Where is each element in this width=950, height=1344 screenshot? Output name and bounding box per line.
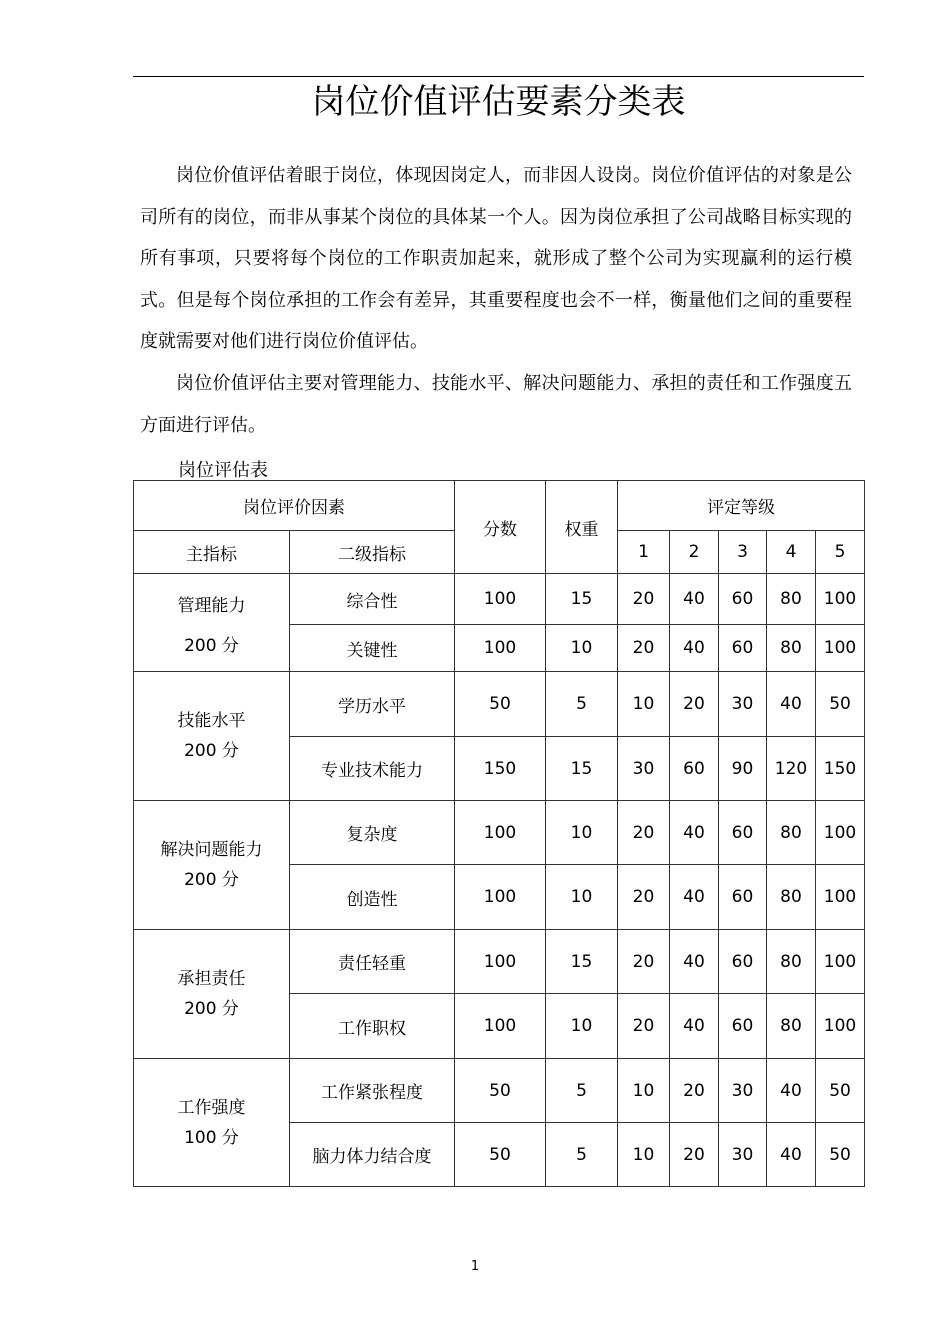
main-indicator-cell bbox=[134, 672, 290, 801]
level-cell: 40 bbox=[670, 865, 719, 930]
level-cell: 100 bbox=[816, 865, 865, 930]
header-level-2: 2 bbox=[670, 531, 719, 574]
level-cell: 10 bbox=[618, 1059, 670, 1123]
main-indicator-points: 200 分 bbox=[184, 870, 239, 890]
level-cell: 50 bbox=[816, 1059, 865, 1123]
main-indicator-points: 200 分 bbox=[184, 999, 239, 1019]
level-cell: 60 bbox=[719, 930, 767, 994]
header-level-4: 4 bbox=[767, 531, 816, 574]
level-cell: 20 bbox=[618, 574, 670, 625]
level-cell: 120 bbox=[767, 737, 816, 801]
main-indicator-name: 解决问题能力 bbox=[160, 840, 263, 860]
header-rating: 评定等级 bbox=[618, 481, 865, 531]
level-cell: 40 bbox=[670, 625, 719, 672]
page-number: 1 bbox=[470, 1259, 480, 1274]
weight-cell: 10 bbox=[546, 801, 618, 865]
weight-cell: 5 bbox=[546, 1059, 618, 1123]
level-cell: 20 bbox=[670, 672, 719, 737]
score-cell: 50 bbox=[455, 1059, 546, 1123]
header-score: 分数 bbox=[455, 481, 546, 574]
sub-indicator: 脑力体力结合度 bbox=[290, 1123, 455, 1187]
main-indicator-cell bbox=[134, 1059, 290, 1187]
header-level-1: 1 bbox=[618, 531, 670, 574]
sub-indicator: 工作职权 bbox=[290, 994, 455, 1059]
level-cell: 60 bbox=[719, 801, 767, 865]
weight-cell: 10 bbox=[546, 865, 618, 930]
level-cell: 10 bbox=[618, 672, 670, 737]
score-cell: 150 bbox=[455, 737, 546, 801]
weight-cell: 15 bbox=[546, 737, 618, 801]
score-cell: 100 bbox=[455, 994, 546, 1059]
level-cell: 60 bbox=[719, 865, 767, 930]
level-cell: 60 bbox=[719, 574, 767, 625]
main-indicator-name: 工作强度 bbox=[177, 1097, 246, 1118]
score-cell: 100 bbox=[455, 574, 546, 625]
level-cell: 40 bbox=[670, 930, 719, 994]
level-cell: 40 bbox=[767, 672, 816, 737]
header-level-5: 5 bbox=[816, 531, 865, 574]
score-cell: 100 bbox=[455, 930, 546, 994]
level-cell: 30 bbox=[618, 737, 670, 801]
main-indicator-cell bbox=[134, 574, 290, 672]
scope-paragraph: 岗位价值评估主要对管理能力、技能水平、解决问题能力、承担的责任和工作强度五方面进行评估。 bbox=[140, 373, 852, 436]
main-indicator-cell bbox=[134, 930, 290, 1059]
level-cell: 80 bbox=[767, 574, 816, 625]
level-cell: 100 bbox=[816, 574, 865, 625]
level-cell: 90 bbox=[719, 737, 767, 801]
main-indicator-cell bbox=[134, 801, 290, 930]
table-caption: 岗位评估表 bbox=[178, 460, 268, 481]
level-cell: 30 bbox=[719, 1123, 767, 1187]
level-cell: 100 bbox=[816, 994, 865, 1059]
level-cell: 20 bbox=[618, 994, 670, 1059]
header-main-indicator: 主指标 bbox=[134, 531, 290, 574]
level-cell: 20 bbox=[670, 1059, 719, 1123]
level-cell: 100 bbox=[816, 930, 865, 994]
weight-cell: 15 bbox=[546, 930, 618, 994]
level-cell: 20 bbox=[618, 801, 670, 865]
evaluation-table bbox=[133, 480, 865, 1187]
level-cell: 40 bbox=[670, 994, 719, 1059]
top-rule bbox=[133, 76, 864, 77]
main-indicator-name: 技能水平 bbox=[177, 711, 246, 731]
weight-cell: 15 bbox=[546, 574, 618, 625]
intro-paragraph: 岗位价值评估着眼于岗位，体现因岗定人，而非因人设岗。岗位价值评估的对象是公司所有的岗位，而非从事某个岗位的具体某一个人。因为岗位承担了公司战略目标实现的所有事项，只要将每个岗位的工作职责加起来，就形成了整个公司为实现赢利的运行模式。但是每个岗位承担的工作会有差异，其重要程度也会不一样，衡量他们之间的重要程度就需要对他们进行岗位价值评估。 bbox=[140, 165, 852, 352]
level-cell: 40 bbox=[767, 1059, 816, 1123]
level-cell: 60 bbox=[719, 994, 767, 1059]
main-indicator-points: 200 分 bbox=[184, 636, 239, 656]
level-cell: 30 bbox=[719, 1059, 767, 1123]
sub-indicator: 工作紧张程度 bbox=[290, 1059, 455, 1123]
weight-cell: 10 bbox=[546, 994, 618, 1059]
score-cell: 50 bbox=[455, 672, 546, 737]
level-cell: 20 bbox=[618, 625, 670, 672]
sub-indicator: 关键性 bbox=[290, 625, 455, 672]
level-cell: 20 bbox=[618, 865, 670, 930]
level-cell: 150 bbox=[816, 737, 865, 801]
main-indicator-points: 100 分 bbox=[184, 1127, 239, 1148]
main-indicator-name: 管理能力 bbox=[177, 596, 246, 616]
level-cell: 10 bbox=[618, 1123, 670, 1187]
sub-indicator: 创造性 bbox=[290, 865, 455, 930]
main-indicator-name: 承担责任 bbox=[177, 969, 246, 989]
sub-indicator: 学历水平 bbox=[290, 672, 455, 737]
page-title: 岗位价值评估要素分类表 bbox=[311, 82, 686, 122]
header-weight: 权重 bbox=[546, 481, 618, 574]
level-cell: 50 bbox=[816, 672, 865, 737]
level-cell: 100 bbox=[816, 801, 865, 865]
level-cell: 20 bbox=[670, 1123, 719, 1187]
weight-cell: 10 bbox=[546, 625, 618, 672]
level-cell: 30 bbox=[719, 672, 767, 737]
sub-indicator: 复杂度 bbox=[290, 801, 455, 865]
level-cell: 60 bbox=[670, 737, 719, 801]
score-cell: 50 bbox=[455, 1123, 546, 1187]
level-cell: 40 bbox=[767, 1123, 816, 1187]
level-cell: 80 bbox=[767, 930, 816, 994]
weight-cell: 5 bbox=[546, 1123, 618, 1187]
score-cell: 100 bbox=[455, 865, 546, 930]
level-cell: 80 bbox=[767, 865, 816, 930]
sub-indicator: 专业技术能力 bbox=[290, 737, 455, 801]
level-cell: 60 bbox=[719, 625, 767, 672]
header-factors: 岗位评价因素 bbox=[134, 481, 455, 531]
level-cell: 80 bbox=[767, 994, 816, 1059]
header-level-3: 3 bbox=[719, 531, 767, 574]
level-cell: 40 bbox=[670, 801, 719, 865]
level-cell: 80 bbox=[767, 625, 816, 672]
level-cell: 20 bbox=[618, 930, 670, 994]
level-cell: 80 bbox=[767, 801, 816, 865]
level-cell: 40 bbox=[670, 574, 719, 625]
header-sub-indicator: 二级指标 bbox=[290, 531, 455, 574]
level-cell: 100 bbox=[816, 625, 865, 672]
sub-indicator: 责任轻重 bbox=[290, 930, 455, 994]
main-indicator-points: 200 分 bbox=[184, 741, 239, 761]
score-cell: 100 bbox=[455, 801, 546, 865]
level-cell: 50 bbox=[816, 1123, 865, 1187]
score-cell: 100 bbox=[455, 625, 546, 672]
sub-indicator: 综合性 bbox=[290, 574, 455, 625]
weight-cell: 5 bbox=[546, 672, 618, 737]
